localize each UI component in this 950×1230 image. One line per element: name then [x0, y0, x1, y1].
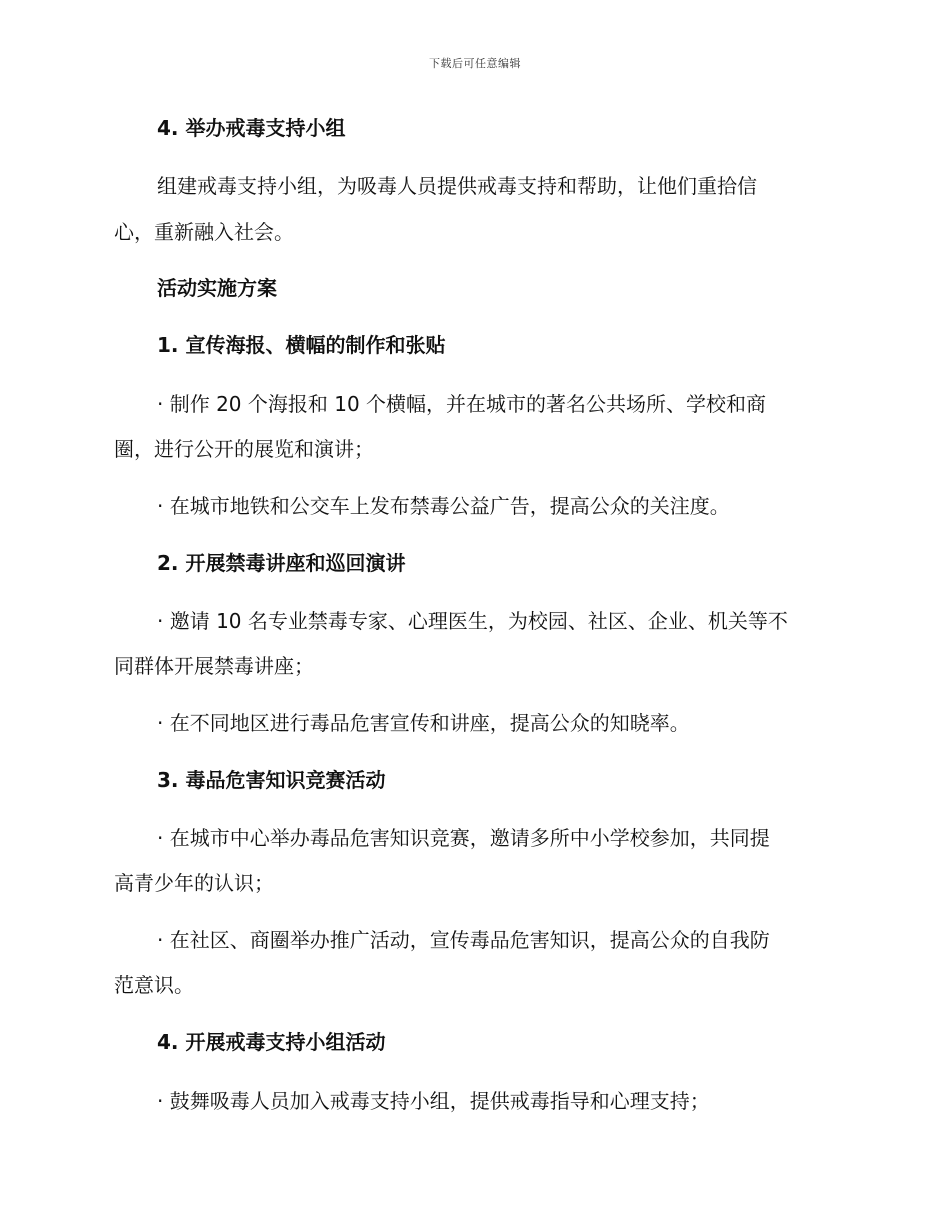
- bullet-line: · 制作 20 个海报和 10 个横幅，并在城市的著名公共场所、学校和商: [157, 392, 767, 416]
- section-heading: 活动实施方案: [157, 276, 277, 300]
- section-heading: 4. 举办戒毒支持小组: [157, 116, 346, 140]
- bullet-line: 同群体开展禁毒讲座；: [114, 654, 314, 678]
- bullet-line: · 在社区、商圈举办推广活动，宣传毒品危害知识，提高公众的自我防: [157, 928, 770, 952]
- section-heading: 1. 宣传海报、横幅的制作和张贴: [157, 333, 446, 357]
- bullet-line: 范意识。: [114, 973, 194, 997]
- header-note: 下载后可任意编辑: [429, 57, 521, 70]
- bullet-line: 高青少年的认识；: [114, 871, 274, 895]
- bullet-line: · 鼓舞吸毒人员加入戒毒支持小组，提供戒毒指导和心理支持；: [157, 1089, 710, 1113]
- bullet-line: · 在城市中心举办毒品危害知识竞赛，邀请多所中小学校参加，共同提: [157, 826, 770, 850]
- bullet-line: · 邀请 10 名专业禁毒专家、心理医生，为校园、社区、企业、机关等不: [157, 609, 788, 633]
- paragraph-line: 组建戒毒支持小组，为吸毒人员提供戒毒支持和帮助，让他们重拾信: [157, 174, 757, 198]
- section-heading: 4. 开展戒毒支持小组活动: [157, 1030, 386, 1054]
- section-heading: 3. 毒品危害知识竞赛活动: [157, 768, 386, 792]
- section-heading: 2. 开展禁毒讲座和巡回演讲: [157, 551, 406, 575]
- paragraph-line: 心，重新融入社会。: [114, 220, 294, 244]
- bullet-line: · 在不同地区进行毒品危害宣传和讲座，提高公众的知晓率。: [157, 711, 690, 735]
- bullet-line: · 在城市地铁和公交车上发布禁毒公益广告，提高公众的关注度。: [157, 494, 730, 518]
- bullet-line: 圈，进行公开的展览和演讲；: [114, 437, 374, 461]
